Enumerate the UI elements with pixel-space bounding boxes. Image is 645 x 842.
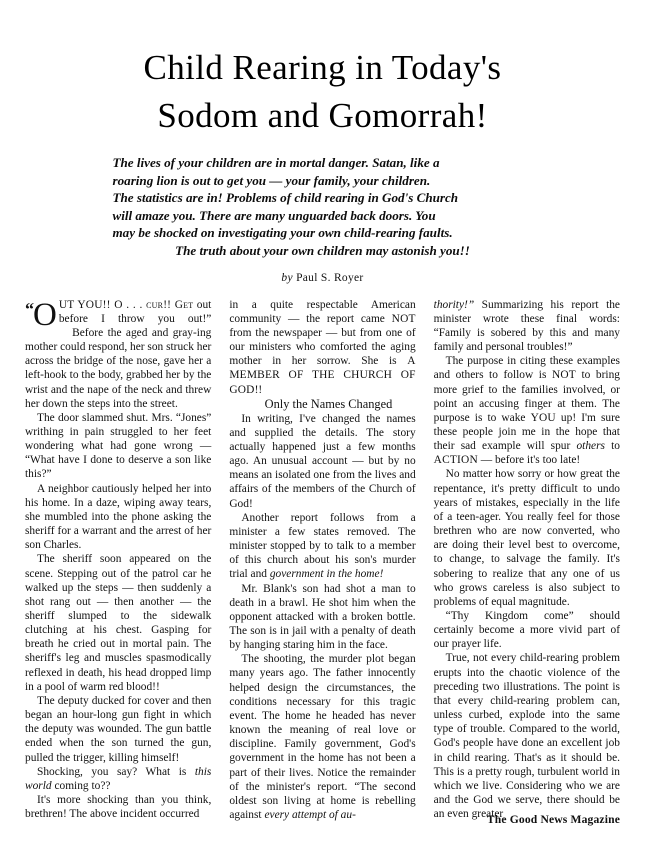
article-deck: [113, 154, 533, 260]
paragraph-continued: [434, 298, 620, 355]
paragraph: In writing, I've changed the names and supplied the details. The story actually happened just a few months ago. An unusual account — but by no means an isolated one from the lives and affairs of the members of the Church of God!: [229, 412, 416, 510]
body-column-1: [25, 298, 211, 822]
paragraph-text: Another report follows from a minister a few states removed. The minister stopped by to talk to a member of this church about his son's murder trial and: [229, 511, 416, 581]
paragraph-text: Shocking, you say? What is: [37, 765, 195, 778]
opening-smallcaps: UT YOU!! O . . . cur!! Get: [58, 298, 194, 311]
paragraph-text: to bring more grief to the families involved, or point an accusing finger at them. The purpose is to wake: [433, 369, 620, 424]
magazine-footer: The Good News Magazine: [486, 813, 620, 826]
paragraph-text: in a quite respectable American community — the report came: [229, 298, 416, 325]
opening-line-3: Before the aged and gray-: [72, 326, 197, 339]
paragraph-text: from the newspaper — but from one of our ministers who comforted the aging mother in her sorrow. She is: [229, 326, 416, 368]
opening-quote-mark: “: [25, 298, 33, 319]
paragraph-continued: [229, 298, 415, 397]
paragraph: [229, 511, 415, 582]
paragraph: [434, 354, 620, 467]
page-title-line-1: Child Rearing in Today's: [143, 48, 502, 87]
paragraph: No matter how sorry or how great the repentance, it's pretty difficult to undo years of mistakes, especially in the life of a teen-ager. You really feel for those brethren who are now converted, who are doing their level best to overcome, to change, to salvage the family. It's sobering to realize that any one of us who grows careless is also subject to problems of equal magnitude.: [433, 468, 620, 608]
paragraph-text: Summarizing his report the minister wrote these final words: “Family is sobered by this and many family and personal troubles!”: [433, 298, 620, 354]
paragraph: The sheriff soon appeared on the scene. Stepping out of the patrol car he walked up the steps — then suddenly a shot rang out — then another — the sheriff slumped to the sidewalk clutching at his chest. Gasping for breath he cried out in mortal pain. The sheriff's leg and muscles spasmodically reflexed in death, his head dropped limp in a pool of warm red blood!!: [25, 553, 212, 693]
paragraph-text: coming to??: [51, 779, 111, 792]
opening-paragraph: [25, 298, 211, 411]
opening-rest: ing mother could respond, her son struck her across the bridge of the nose, gave her a left-hook to the body, grabbed her by the wrist and the nape of the neck and threw her down the steps into the street.: [25, 326, 212, 410]
smallcaps-action: ACTION: [433, 454, 478, 467]
paragraph: A neighbor cautiously helped her into his home. In a daze, wiping away tears, she mumbled into the phone asking the sheriff for a warrant and the arrest of her son Charles.: [25, 482, 212, 552]
deck-line-6: The truth about your own children may astonish you!!: [175, 242, 470, 258]
emphasis-text: every attempt of au-: [264, 809, 356, 822]
emphasis-text: others: [576, 440, 605, 453]
paragraph: [25, 765, 211, 793]
deck-line-3: The statistics are in! Problems of child rearing in God's Church: [112, 190, 459, 206]
deck-line-2: roaring lion is out to get you — your family, your children.: [112, 172, 431, 188]
emphasis-text: government in the home!: [269, 568, 384, 581]
deck-line-1: The lives of your children are in mortal danger. Satan, like a: [112, 155, 440, 170]
body-column-2: [229, 298, 415, 823]
deck-line-5: may be shocked on investigating your own child-rearing faults.: [112, 225, 453, 241]
paragraph-text: !!: [254, 383, 263, 396]
paragraph: [229, 652, 415, 822]
paragraph: The deputy ducked for cover and then began an hour-long gun fight in which the deputy was wounded. The gun battle ended when the son turned the gun, pulled the trigger, killing himself!: [25, 694, 212, 764]
byline-author: Paul S. Royer: [296, 271, 364, 284]
body-column-3: [434, 298, 620, 822]
paragraph: It's more shocking than you think, brethren! The above incident occurred: [25, 794, 212, 821]
paragraph-text: — before it's too late!: [477, 454, 581, 467]
smallcaps-not: NOT: [551, 369, 576, 382]
smallcaps-church-of-god: A MEMBER OF THE CHURCH OF GOD: [229, 355, 416, 396]
paragraph-text: to: [604, 440, 620, 453]
page-title-line-2: Sodom and Gomorrah!: [157, 96, 488, 135]
smallcaps-you: YOU: [530, 411, 556, 424]
article-body-columns: [0, 298, 645, 823]
byline-prefix: by: [281, 271, 293, 284]
paragraph: True, not every child-rearing problem erupts into the chaotic violence of the preceding two illustrations. The point is that every child-rearing problem can, unless curbed, explode into the same type of trouble. Compared to the world, God's people have done an excellent job in child rearing. That's as it should be. This is a pretty rough, turbulent world in which we live. Considering who we are and the God we serve, there should be an even greater: [433, 652, 620, 821]
drop-cap: O: [33, 296, 57, 333]
section-subheading: Only the Names Changed: [264, 396, 393, 411]
opening-line-2: out before I throw you out!”: [58, 298, 212, 325]
emphasis-text: thority!”: [433, 298, 475, 311]
emphasis-text: this world: [25, 765, 212, 792]
smallcaps-not: NOT: [391, 312, 416, 325]
paragraph-text: The shooting, the murder plot began many years ago. The father innocently helped design the circumstances, the conditions necessary for this tragic event. The home he headed has never known the meaning of real love or discipline. Family government, God's government in the home has not been a part of their lives. Notice the remainder of the minister's report. “The second oldest son living at home is rebelling against: [229, 653, 416, 822]
deck-line-4: will amaze you. There are many unguarded back doors. You: [112, 207, 436, 223]
paragraph-text: The purpose in citing these examples and others to follow is: [433, 355, 620, 382]
paragraph: “Thy Kingdom come” should certainly become a more vivid part of our prayer life.: [433, 610, 620, 651]
paragraph: Mr. Blank's son had shot a man to death in a brawl. He shot him when the opponent attacked with a broken bottle. The son is in jail with a penalty of death by hanging staring him in the face.: [229, 582, 416, 652]
article-title-block: [0, 0, 645, 140]
paragraph-text: up! I'm sure these people join me in the hope that their sad example will spur: [433, 411, 620, 453]
paragraph: The door slammed shut. Mrs. “Jones” writhing in pain struggled to her feet wondering what had gone wrong — “What have I done to deserve a son like this?”: [25, 411, 212, 481]
byline: [0, 272, 645, 284]
